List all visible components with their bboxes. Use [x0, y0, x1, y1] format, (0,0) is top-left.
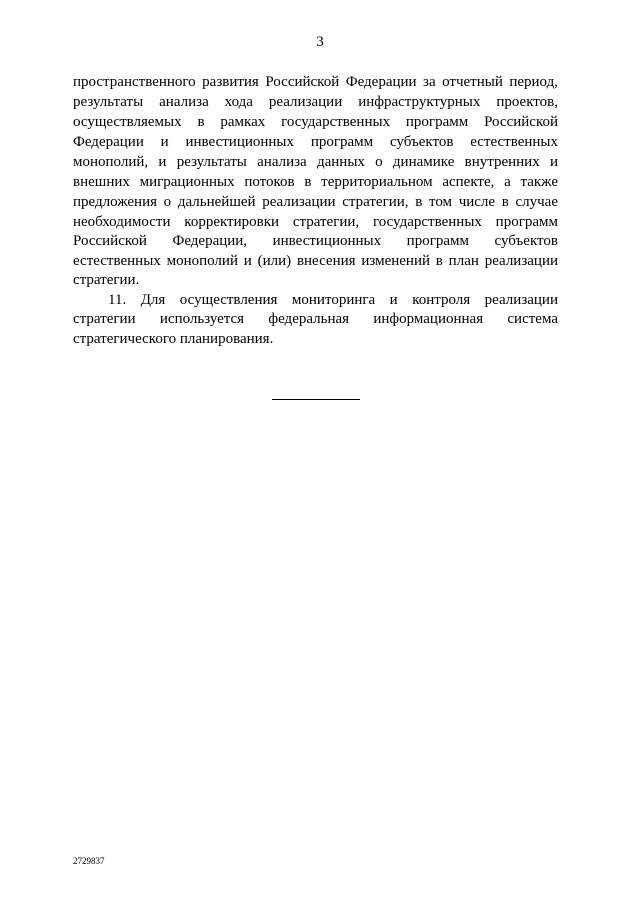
- paragraph-11-line: 11. Для осуществления мониторинга и контроля реализации: [108, 292, 558, 308]
- paragraph-line: Российской Федерации, инвестиционных программ субъектов: [73, 233, 558, 249]
- paragraph-line: стратегии.: [73, 272, 140, 288]
- paragraph-11-line: стратегического планирования.: [73, 331, 274, 347]
- document-code: 2729837: [73, 856, 105, 866]
- paragraph-line: Федерации и инвестиционных программ субъектов естественных: [73, 134, 558, 150]
- paragraph-line: результаты анализа хода реализации инфраструктурных проектов,: [73, 94, 558, 110]
- paragraph-line: монополий, и результаты анализа данных о динамике внутренних и: [73, 154, 558, 170]
- page-number: 3: [316, 34, 324, 50]
- paragraph-11-line: стратегии используется федеральная информационная система: [73, 311, 558, 327]
- paragraph-line: предложения о дальнейшей реализации стратегии, в том числе в случае: [73, 194, 558, 210]
- paragraph-line: внешних миграционных потоков в территориальном аспекте, а также: [73, 174, 558, 190]
- paragraph-line: необходимости корректировки стратегии, государственных программ: [73, 214, 558, 230]
- paragraph-line: пространственного развития Российской Федерации за отчетный период,: [73, 74, 558, 90]
- paragraph-line: естественных монополий и (или) внесения изменений в план реализации: [73, 253, 558, 269]
- end-separator-line: [272, 399, 360, 400]
- paragraph-line: осуществляемых в рамках государственных программ Российской: [73, 114, 558, 130]
